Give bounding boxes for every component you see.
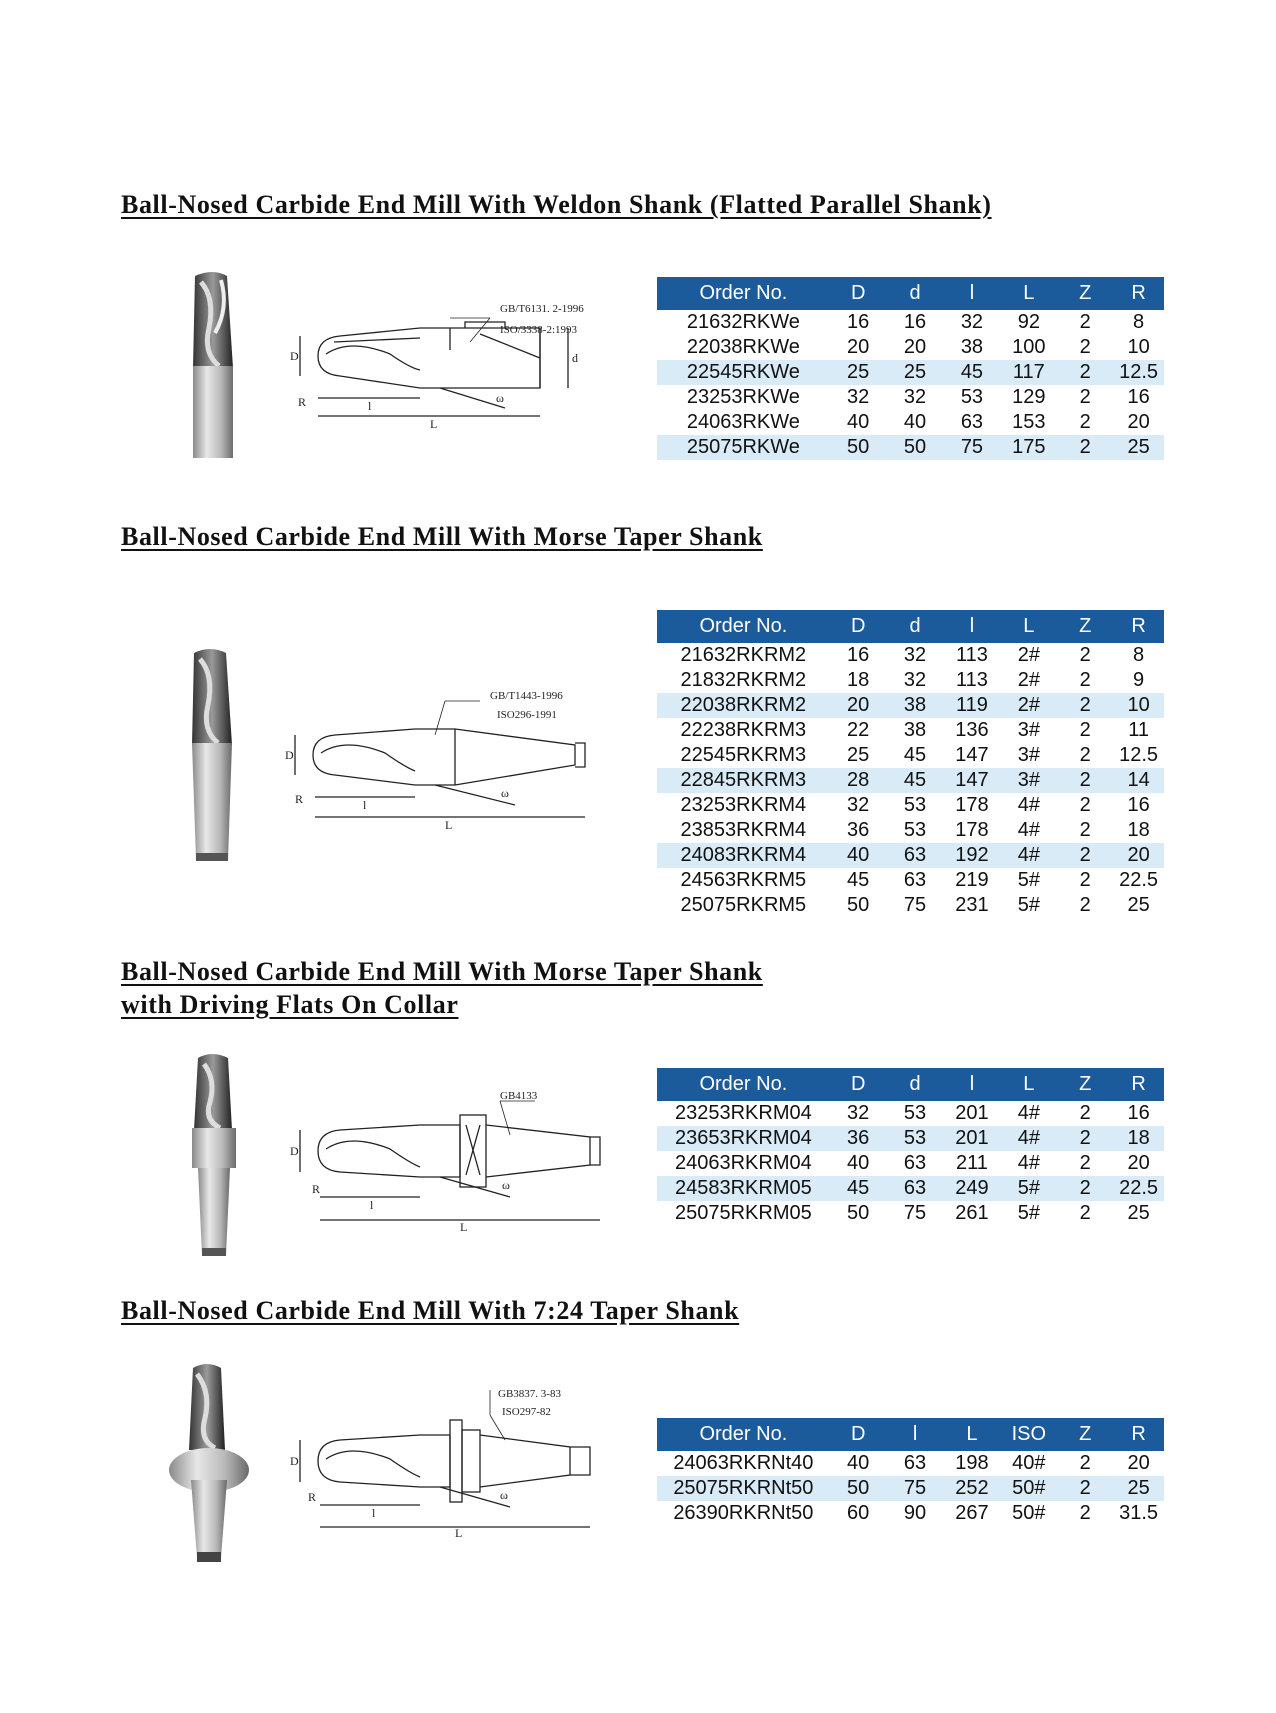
table-row xyxy=(657,360,1164,385)
spec-value-cell: 2 xyxy=(1057,693,1113,718)
spec-value-cell: 16 xyxy=(1127,1102,1150,1124)
spec-value-cell: 25 xyxy=(1127,1202,1150,1224)
spec-value-cell: 4# xyxy=(1000,843,1057,868)
table-row xyxy=(657,1126,1164,1151)
spec-value-cell: 63 xyxy=(960,411,984,433)
spec-value-cell: 201 xyxy=(955,1102,989,1124)
spec-value-cell: 38 xyxy=(960,336,984,358)
spec-value-cell: 45 xyxy=(944,360,1001,385)
column-header: l xyxy=(944,610,1001,643)
section-title-morse-collar-line1: Ball-Nosed Carbide End Mill With Morse Taper Shank xyxy=(121,957,763,986)
order-number-cell: 24063RKRM04 xyxy=(674,1152,812,1174)
column-header: Order No. xyxy=(657,1068,830,1101)
spec-value-cell: 32 xyxy=(847,794,870,816)
order-number-cell: 26390RKRNt50 xyxy=(673,1502,814,1524)
spec-value-cell: 45 xyxy=(830,1176,887,1201)
end-mill-724-photo xyxy=(165,1360,255,1565)
spec-value-cell: 8 xyxy=(1133,644,1145,666)
spec-value-cell: 25 xyxy=(830,360,887,385)
spec-value-cell: 12.5 xyxy=(1113,360,1164,385)
spec-value-cell: 36 xyxy=(830,1126,887,1151)
spec-value-cell: 5# xyxy=(1017,894,1040,916)
spec-value-cell: 2# xyxy=(1017,669,1040,691)
spec-value-cell: 28 xyxy=(830,768,887,793)
end-mill-morse-photo xyxy=(180,645,250,865)
column-header: Z xyxy=(1057,1068,1113,1101)
spec-value-cell: 20 xyxy=(1127,411,1150,433)
spec-value-cell: 2 xyxy=(1079,1152,1091,1174)
spec-value-cell: 18 xyxy=(1113,1126,1164,1151)
column-header: R xyxy=(1113,1418,1164,1451)
spec-value-cell: 40 xyxy=(847,411,870,433)
spec-value-cell: 32 xyxy=(903,669,927,691)
standard-label: ISO296-1991 xyxy=(497,709,557,721)
spec-value-cell: 10 xyxy=(1113,693,1164,718)
table-row xyxy=(657,768,1164,793)
spec-table-morse-collar xyxy=(657,1068,1164,1226)
spec-value-cell: 92 xyxy=(1017,311,1040,333)
order-number-cell: 24063RKWe xyxy=(686,411,800,433)
spec-value-cell: 252 xyxy=(944,1476,1001,1501)
table-row xyxy=(657,643,1164,668)
order-number-cell: 22545RKRM3 xyxy=(680,744,807,766)
spec-value-cell: 18 xyxy=(1127,819,1150,841)
spec-value-cell: 5# xyxy=(1017,1202,1040,1224)
dim-D-label: D xyxy=(290,1144,299,1158)
column-header: Z xyxy=(1057,277,1113,310)
spec-value-cell: 20 xyxy=(847,336,870,358)
spec-value-cell: 2# xyxy=(1000,693,1057,718)
column-header: L xyxy=(1000,1068,1057,1101)
spec-value-cell: 178 xyxy=(955,794,989,816)
order-number-cell: 23253RKRM4 xyxy=(680,794,807,816)
spec-value-cell: 50 xyxy=(887,435,944,460)
spec-value-cell: 117 xyxy=(1000,360,1057,385)
column-header: d xyxy=(887,1068,944,1101)
standard-label: GB4133 xyxy=(500,1090,538,1102)
spec-value-cell: 267 xyxy=(955,1502,989,1524)
column-header: L xyxy=(1000,277,1057,310)
dim-omega-label: ω xyxy=(496,391,504,405)
column-header: l xyxy=(944,1068,1001,1101)
spec-value-cell: 2 xyxy=(1057,768,1113,793)
dim-L-label: L xyxy=(430,417,438,431)
dim-D-label: D xyxy=(285,748,294,762)
table-row xyxy=(657,693,1164,718)
spec-value-cell: 147 xyxy=(955,744,989,766)
spec-value-cell: 10 xyxy=(1127,336,1150,358)
spec-value-cell: 2 xyxy=(1057,1476,1113,1501)
dim-D-label: D xyxy=(290,349,299,363)
spec-value-cell: 20 xyxy=(1113,843,1164,868)
table-row xyxy=(657,668,1164,693)
order-number-cell: 21632RKWe xyxy=(686,311,800,333)
spec-value-cell: 2 xyxy=(1079,1202,1091,1224)
column-header: D xyxy=(830,1068,887,1101)
spec-value-cell: 11 xyxy=(1128,719,1149,741)
spec-value-cell: 63 xyxy=(903,1452,927,1474)
spec-value-cell: 129 xyxy=(1012,386,1046,408)
spec-value-cell: 50 xyxy=(830,1476,887,1501)
spec-value-cell: 75 xyxy=(903,894,927,916)
spec-value-cell: 75 xyxy=(903,1202,927,1224)
spec-value-cell: 4# xyxy=(1017,1102,1040,1124)
dim-R-label: R xyxy=(298,395,307,409)
order-number-cell: 25075RKWe xyxy=(657,435,830,460)
table-row xyxy=(657,385,1164,410)
table-row xyxy=(657,310,1164,335)
spec-value-cell: 201 xyxy=(944,1126,1001,1151)
table-row xyxy=(657,793,1164,818)
order-number-cell: 22038RKWe xyxy=(686,336,800,358)
spec-value-cell: 4# xyxy=(1017,794,1040,816)
spec-value-cell: 53 xyxy=(903,794,927,816)
order-number-cell: 23653RKRM04 xyxy=(657,1126,830,1151)
spec-value-cell: 2# xyxy=(1017,644,1040,666)
order-number-cell: 22845RKRM3 xyxy=(657,768,830,793)
dim-L-label: L xyxy=(460,1220,468,1234)
table-row xyxy=(657,743,1164,768)
column-header: D xyxy=(830,277,887,310)
spec-value-cell: 36 xyxy=(847,819,870,841)
spec-value-cell: 113 xyxy=(956,669,988,691)
spec-value-cell: 198 xyxy=(955,1452,989,1474)
spec-value-cell: 75 xyxy=(944,435,1001,460)
dim-omega-label: ω xyxy=(502,1178,510,1192)
morse-collar-drawing xyxy=(290,1085,610,1235)
spec-value-cell: 2 xyxy=(1057,843,1113,868)
dim-l-label: l xyxy=(363,798,367,812)
column-header: l xyxy=(944,277,1001,310)
spec-value-cell: 136 xyxy=(955,719,989,741)
spec-value-cell: 12.5 xyxy=(1119,744,1159,766)
spec-value-cell: 50 xyxy=(847,1202,870,1224)
spec-value-cell: 53 xyxy=(903,819,927,841)
spec-value-cell: 50# xyxy=(1000,1476,1057,1501)
spec-value-cell: 5# xyxy=(1000,1176,1057,1201)
order-number-cell: 23253RKWe xyxy=(686,386,800,408)
spec-value-cell: 40 xyxy=(903,411,927,433)
spec-value-cell: 2 xyxy=(1079,894,1091,916)
dim-d-label: d xyxy=(572,351,578,365)
spec-value-cell: 50 xyxy=(830,435,887,460)
morse-taper-drawing xyxy=(285,685,605,830)
spec-value-cell: 175 xyxy=(1000,435,1057,460)
spec-value-cell: 31.5 xyxy=(1119,1502,1159,1524)
table-row xyxy=(657,1151,1164,1176)
table-row xyxy=(657,1451,1164,1476)
column-header: d xyxy=(887,277,944,310)
spec-value-cell: 4# xyxy=(1017,1152,1040,1174)
end-mill-collar-photo xyxy=(180,1050,260,1260)
table-row xyxy=(657,435,1164,460)
order-number-cell: 24583RKRM05 xyxy=(657,1176,830,1201)
spec-value-cell: 231 xyxy=(955,894,989,916)
spec-value-cell: 20 xyxy=(903,336,927,358)
table-row xyxy=(657,335,1164,360)
column-header: d xyxy=(887,610,944,643)
spec-value-cell: 2 xyxy=(1079,744,1091,766)
spec-table-724-taper xyxy=(657,1418,1164,1526)
dim-l-label: l xyxy=(368,399,372,413)
spec-value-cell: 53 xyxy=(960,386,984,408)
standard-label: ISO297-82 xyxy=(502,1406,551,1418)
table-row xyxy=(657,1176,1164,1201)
spec-value-cell: 100 xyxy=(1012,336,1046,358)
section-title-724-taper: Ball-Nosed Carbide End Mill With 7:24 Taper Shank xyxy=(121,1296,740,1325)
spec-value-cell: 4# xyxy=(1017,819,1040,841)
order-number-cell: 25075RKRM5 xyxy=(680,894,807,916)
spec-value-cell: 178 xyxy=(955,819,989,841)
spec-value-cell: 249 xyxy=(944,1176,1001,1201)
table-row xyxy=(657,843,1164,868)
order-number-cell: 25075RKRNt50 xyxy=(657,1476,830,1501)
spec-value-cell: 25 xyxy=(1113,435,1164,460)
spec-value-cell: 261 xyxy=(955,1202,989,1224)
spec-value-cell: 2 xyxy=(1057,360,1113,385)
dim-omega-label: ω xyxy=(500,1488,508,1502)
spec-value-cell: 20 xyxy=(1127,1152,1150,1174)
section-title-morse: Ball-Nosed Carbide End Mill With Morse Taper Shank xyxy=(121,522,763,551)
table-row xyxy=(657,818,1164,843)
dim-R-label: R xyxy=(308,1490,317,1504)
dim-R-label: R xyxy=(312,1182,321,1196)
spec-value-cell: 2 xyxy=(1079,336,1091,358)
column-header: Order No. xyxy=(657,610,830,643)
spec-value-cell: 40 xyxy=(847,1452,870,1474)
column-header: D xyxy=(830,1418,887,1451)
spec-value-cell: 2 xyxy=(1079,1452,1091,1474)
order-number-cell: 24563RKRM5 xyxy=(680,869,807,891)
order-number-cell: 22238RKRM3 xyxy=(680,719,807,741)
spec-value-cell: 219 xyxy=(955,869,989,891)
spec-value-cell: 20 xyxy=(1127,1452,1150,1474)
spec-value-cell: 192 xyxy=(944,843,1001,868)
spec-value-cell: 40# xyxy=(1012,1452,1046,1474)
spec-value-cell: 2 xyxy=(1079,1502,1091,1524)
spec-value-cell: 8 xyxy=(1133,311,1145,333)
spec-value-cell: 113 xyxy=(956,644,988,666)
spec-value-cell: 2 xyxy=(1079,386,1091,408)
column-header: L xyxy=(944,1418,1001,1451)
order-number-cell: 25075RKRM05 xyxy=(674,1202,812,1224)
standard-label: ISO/3338-2:1993 xyxy=(500,324,577,336)
table-row xyxy=(657,1501,1164,1526)
spec-value-cell: 153 xyxy=(1012,411,1046,433)
724-taper-drawing xyxy=(290,1385,610,1540)
column-header: R xyxy=(1113,277,1164,310)
dim-L-label: L xyxy=(455,1526,463,1540)
spec-value-cell: 2 xyxy=(1057,435,1113,460)
order-number-cell: 24063RKRNt40 xyxy=(673,1452,814,1474)
spec-value-cell: 2 xyxy=(1079,819,1091,841)
spec-value-cell: 2 xyxy=(1057,1176,1113,1201)
spec-value-cell: 32 xyxy=(847,386,870,408)
order-number-cell: 23853RKRM4 xyxy=(680,819,807,841)
spec-value-cell: 2 xyxy=(1079,1102,1091,1124)
spec-value-cell: 45 xyxy=(887,768,944,793)
order-number-cell: 21832RKRM2 xyxy=(680,669,807,691)
spec-value-cell: 16 xyxy=(847,644,870,666)
spec-table-morse xyxy=(657,610,1164,918)
spec-value-cell: 38 xyxy=(903,719,927,741)
column-header: R xyxy=(1113,610,1164,643)
column-header: R xyxy=(1113,1068,1164,1101)
column-header: Order No. xyxy=(657,1418,830,1451)
spec-value-cell: 60 xyxy=(847,1502,870,1524)
spec-value-cell: 2 xyxy=(1079,869,1091,891)
spec-value-cell: 2 xyxy=(1079,411,1091,433)
order-number-cell: 22038RKRM2 xyxy=(657,693,830,718)
spec-value-cell: 90 xyxy=(903,1502,927,1524)
standard-label: GB/T1443-1996 xyxy=(490,690,563,702)
end-mill-weldon-photo xyxy=(175,268,255,463)
spec-value-cell: 25 xyxy=(887,360,944,385)
spec-value-cell: 16 xyxy=(847,311,870,333)
spec-value-cell: 50# xyxy=(1012,1502,1046,1524)
dim-D-label: D xyxy=(290,1454,299,1468)
dim-R-label: R xyxy=(295,792,304,806)
spec-value-cell: 75 xyxy=(887,1476,944,1501)
spec-value-cell: 32 xyxy=(903,386,927,408)
spec-value-cell: 14 xyxy=(1113,768,1164,793)
order-number-cell: 22545RKWe xyxy=(657,360,830,385)
spec-value-cell: 18 xyxy=(847,669,870,691)
spec-value-cell: 20 xyxy=(830,693,887,718)
spec-value-cell: 45 xyxy=(903,744,927,766)
section-title-weldon: Ball-Nosed Carbide End Mill With Weldon Shank (Flatted Parallel Shank) xyxy=(121,190,992,219)
order-number-cell: 24083RKRM4 xyxy=(657,843,830,868)
column-header: l xyxy=(887,1418,944,1451)
column-header: Order No. xyxy=(657,277,830,310)
standard-label: GB/T6131. 2-1996 xyxy=(500,303,584,315)
table-row xyxy=(657,410,1164,435)
spec-value-cell: 63 xyxy=(903,869,927,891)
spec-value-cell: 4# xyxy=(1000,1126,1057,1151)
spec-value-cell: 53 xyxy=(903,1102,927,1124)
order-number-cell: 23253RKRM04 xyxy=(674,1102,812,1124)
spec-value-cell: 211 xyxy=(956,1152,988,1174)
spec-value-cell: 5# xyxy=(1017,869,1040,891)
spec-value-cell: 16 xyxy=(1127,386,1150,408)
standard-label: GB3837. 3-83 xyxy=(498,1388,561,1400)
spec-value-cell: 32 xyxy=(903,644,927,666)
spec-value-cell: 119 xyxy=(944,693,1001,718)
dim-l-label: l xyxy=(370,1198,374,1212)
spec-value-cell: 45 xyxy=(847,869,870,891)
column-header: D xyxy=(830,610,887,643)
spec-value-cell: 63 xyxy=(887,1176,944,1201)
spec-value-cell: 32 xyxy=(960,311,984,333)
table-row xyxy=(657,1201,1164,1226)
spec-value-cell: 2 xyxy=(1079,644,1091,666)
column-header: L xyxy=(1000,610,1057,643)
spec-value-cell: 2 xyxy=(1079,669,1091,691)
table-row xyxy=(657,868,1164,893)
spec-value-cell: 2 xyxy=(1057,1126,1113,1151)
table-row xyxy=(657,1476,1164,1501)
spec-table-weldon xyxy=(657,277,1164,460)
spec-value-cell: 2 xyxy=(1079,311,1091,333)
section-title-morse-collar-line2: with Driving Flats On Collar xyxy=(121,990,459,1019)
spec-value-cell: 16 xyxy=(1127,794,1150,816)
spec-value-cell: 22.5 xyxy=(1113,1176,1164,1201)
spec-value-cell: 63 xyxy=(903,1152,927,1174)
spec-value-cell: 25 xyxy=(847,744,870,766)
spec-value-cell: 3# xyxy=(1000,768,1057,793)
spec-value-cell: 53 xyxy=(887,1126,944,1151)
spec-value-cell: 25 xyxy=(1113,1476,1164,1501)
dim-L-label: L xyxy=(445,818,453,830)
spec-value-cell: 63 xyxy=(887,843,944,868)
order-number-cell: 21632RKRM2 xyxy=(680,644,807,666)
table-row xyxy=(657,1101,1164,1126)
spec-value-cell: 40 xyxy=(847,1152,870,1174)
spec-value-cell: 2 xyxy=(1079,794,1091,816)
spec-value-cell: 2 xyxy=(1079,719,1091,741)
table-row xyxy=(657,718,1164,743)
spec-value-cell: 25 xyxy=(1127,894,1150,916)
column-header: ISO xyxy=(1000,1418,1057,1451)
spec-value-cell: 50 xyxy=(847,894,870,916)
spec-value-cell: 38 xyxy=(887,693,944,718)
dim-l-label: l xyxy=(372,1506,376,1520)
table-row xyxy=(657,893,1164,918)
spec-value-cell: 32 xyxy=(847,1102,870,1124)
spec-value-cell: 3# xyxy=(1017,719,1040,741)
dim-omega-label: ω xyxy=(501,786,509,800)
spec-value-cell: 40 xyxy=(830,843,887,868)
spec-value-cell: 9 xyxy=(1133,669,1145,691)
weldon-shank-drawing xyxy=(290,298,620,438)
spec-value-cell: 147 xyxy=(944,768,1001,793)
spec-value-cell: 3# xyxy=(1017,744,1040,766)
spec-value-cell: 22 xyxy=(847,719,870,741)
spec-value-cell: 22.5 xyxy=(1119,869,1159,891)
spec-value-cell: 16 xyxy=(903,311,927,333)
column-header: Z xyxy=(1057,1418,1113,1451)
column-header: Z xyxy=(1057,610,1113,643)
